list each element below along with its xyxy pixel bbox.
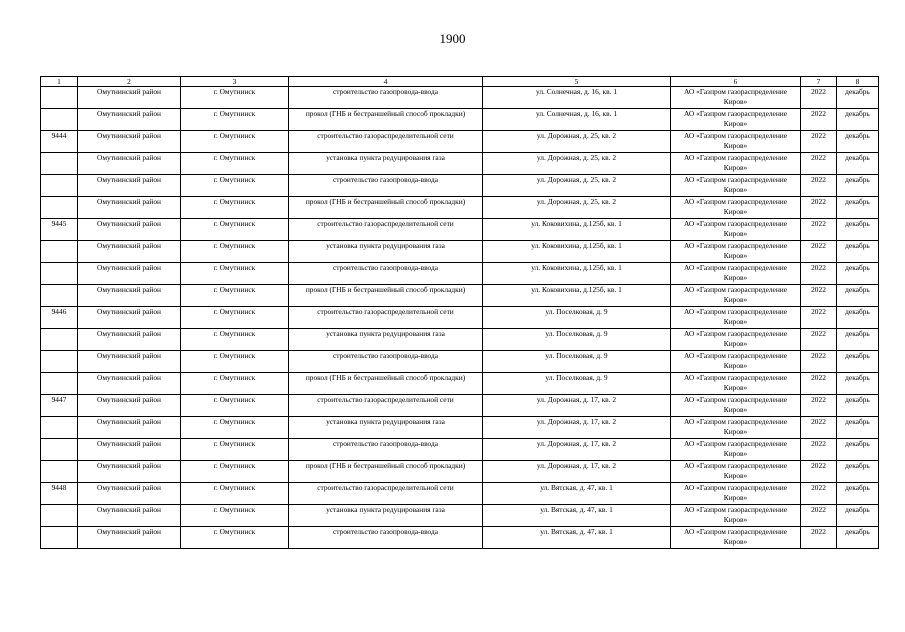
table-cell-col2: Омутнинский район: [78, 153, 181, 175]
table-cell-col8: декабрь: [837, 109, 879, 131]
table-cell-col6: АО «Газпром газораспределение Киров»: [671, 417, 801, 439]
table-cell-col2: Омутнинский район: [78, 109, 181, 131]
table-cell-col2: Омутнинский район: [78, 175, 181, 197]
table-cell-col6: АО «Газпром газораспределение Киров»: [671, 285, 801, 307]
table-cell-col2: Омутнинский район: [78, 87, 181, 109]
table-cell-col7: 2022: [801, 505, 837, 527]
table-cell-col3: г. Омутнинск: [181, 197, 289, 219]
table-cell-col5: ул. Солнечная, д. 16, кв. 1: [483, 109, 671, 131]
table-row: [41, 483, 879, 505]
table-cell-col3: г. Омутнинск: [181, 219, 289, 241]
table-cell-col7: 2022: [801, 527, 837, 549]
table-cell-col8: декабрь: [837, 241, 879, 263]
table-cell-col7: 2022: [801, 329, 837, 351]
table-cell-col3: г. Омутнинск: [181, 527, 289, 549]
table-cell-col5: ул. Дорожная, д. 25, кв. 2: [483, 153, 671, 175]
table-cell-col1: [41, 87, 78, 109]
table-cell-col7: 2022: [801, 175, 837, 197]
table-cell-col8: декабрь: [837, 461, 879, 483]
table-cell-col4: строительство газораспределительной сети: [289, 219, 483, 241]
table-cell-col8: декабрь: [837, 307, 879, 329]
table-cell-col2: Омутнинский район: [78, 351, 181, 373]
table-cell-col4: прокол (ГНБ и бестраншейный способ прокладки): [289, 373, 483, 395]
table-row: [41, 219, 879, 241]
table-cell-col3: г. Омутнинск: [181, 373, 289, 395]
table-cell-col8: декабрь: [837, 285, 879, 307]
table-row: [41, 87, 879, 109]
table-cell-col2: Омутнинский район: [78, 527, 181, 549]
table-cell-col3: г. Омутнинск: [181, 131, 289, 153]
table-cell-col2: Омутнинский район: [78, 395, 181, 417]
table-cell-col1: [41, 109, 78, 131]
table-cell-col6: АО «Газпром газораспределение Киров»: [671, 505, 801, 527]
table-cell-col6: АО «Газпром газораспределение Киров»: [671, 109, 801, 131]
table-cell-col4: прокол (ГНБ и бестраншейный способ прокладки): [289, 461, 483, 483]
table-cell-col6: АО «Газпром газораспределение Киров»: [671, 87, 801, 109]
table-cell-col5: ул. Коковихина, д.125б, кв. 1: [483, 241, 671, 263]
table-cell-col6: АО «Газпром газораспределение Киров»: [671, 263, 801, 285]
table-row: [41, 417, 879, 439]
table-cell-col8: декабрь: [837, 417, 879, 439]
table-cell-col3: г. Омутнинск: [181, 109, 289, 131]
table-cell-col5: ул. Дорожная, д. 17, кв. 2: [483, 439, 671, 461]
table-cell-col7: 2022: [801, 483, 837, 505]
table-cell-col5: ул. Дорожная, д. 17, кв. 2: [483, 461, 671, 483]
table-cell-col1: [41, 417, 78, 439]
table-cell-col3: г. Омутнинск: [181, 263, 289, 285]
table-row: [41, 527, 879, 549]
column-header-7: 7: [801, 77, 837, 87]
table-cell-col2: Омутнинский район: [78, 329, 181, 351]
table-cell-col5: ул. Вятская, д. 47, кв. 1: [483, 505, 671, 527]
table-cell-col1: [41, 351, 78, 373]
table-cell-col1: [41, 439, 78, 461]
table-cell-col2: Омутнинский район: [78, 285, 181, 307]
column-header-8: 8: [837, 77, 879, 87]
table-cell-col4: строительство газораспределительной сети: [289, 131, 483, 153]
table-cell-col3: г. Омутнинск: [181, 505, 289, 527]
table-cell-col2: Омутнинский район: [78, 461, 181, 483]
table-cell-col4: установка пункта редуцирования газа: [289, 153, 483, 175]
table-cell-col5: ул. Поселковая, д. 9: [483, 329, 671, 351]
column-header-2: 2: [78, 77, 181, 87]
table-cell-col4: установка пункта редуцирования газа: [289, 417, 483, 439]
table-cell-col6: АО «Газпром газораспределение Киров»: [671, 461, 801, 483]
table-row: [41, 175, 879, 197]
table-cell-col7: 2022: [801, 131, 837, 153]
table-cell-col7: 2022: [801, 439, 837, 461]
column-header-4: 4: [289, 77, 483, 87]
table-cell-col7: 2022: [801, 307, 837, 329]
column-header-1: 1: [41, 77, 78, 87]
table-cell-col1: [41, 505, 78, 527]
table-cell-col4: строительство газопровода-ввода: [289, 527, 483, 549]
table-cell-col8: декабрь: [837, 439, 879, 461]
table-row: [41, 351, 879, 373]
table-cell-col7: 2022: [801, 109, 837, 131]
table-cell-col1: 9448: [41, 483, 78, 505]
table-cell-col3: г. Омутнинск: [181, 417, 289, 439]
table-cell-col3: г. Омутнинск: [181, 483, 289, 505]
table-row: [41, 131, 879, 153]
table-row: [41, 153, 879, 175]
table-cell-col7: 2022: [801, 395, 837, 417]
table-cell-col8: декабрь: [837, 395, 879, 417]
table-row: [41, 373, 879, 395]
table-cell-col4: установка пункта редуцирования газа: [289, 241, 483, 263]
table-cell-col3: г. Омутнинск: [181, 153, 289, 175]
table-cell-col7: 2022: [801, 153, 837, 175]
table-cell-col1: [41, 263, 78, 285]
table-cell-col8: декабрь: [837, 87, 879, 109]
table-cell-col1: [41, 153, 78, 175]
table-cell-col6: АО «Газпром газораспределение Киров»: [671, 439, 801, 461]
table-cell-col4: прокол (ГНБ и бестраншейный способ прокладки): [289, 197, 483, 219]
table-cell-col8: декабрь: [837, 373, 879, 395]
table-cell-col8: декабрь: [837, 263, 879, 285]
table-cell-col6: АО «Газпром газораспределение Киров»: [671, 153, 801, 175]
table-cell-col1: [41, 373, 78, 395]
table-row: [41, 395, 879, 417]
table-cell-col3: г. Омутнинск: [181, 175, 289, 197]
table-cell-col4: строительство газораспределительной сети: [289, 395, 483, 417]
table-cell-col1: [41, 175, 78, 197]
table-cell-col5: ул. Дорожная, д. 25, кв. 2: [483, 131, 671, 153]
table-cell-col5: ул. Дорожная, д. 17, кв. 2: [483, 395, 671, 417]
table-cell-col6: АО «Газпром газораспределение Киров»: [671, 131, 801, 153]
table-cell-col5: ул. Поселковая, д. 9: [483, 373, 671, 395]
table-cell-col7: 2022: [801, 373, 837, 395]
table-cell-col7: 2022: [801, 461, 837, 483]
table-cell-col6: АО «Газпром газораспределение Киров»: [671, 329, 801, 351]
table-cell-col2: Омутнинский район: [78, 131, 181, 153]
table-cell-col2: Омутнинский район: [78, 219, 181, 241]
table-row: [41, 263, 879, 285]
table-cell-col7: 2022: [801, 87, 837, 109]
table-row: [41, 505, 879, 527]
table-cell-col3: г. Омутнинск: [181, 87, 289, 109]
table-cell-col7: 2022: [801, 241, 837, 263]
table-cell-col5: ул. Дорожная, д. 17, кв. 2: [483, 417, 671, 439]
table-cell-col5: ул. Коковихина, д.125б, кв. 1: [483, 263, 671, 285]
table-row: [41, 285, 879, 307]
table-cell-col2: Омутнинский район: [78, 483, 181, 505]
table-body: [41, 87, 879, 549]
table-cell-col8: декабрь: [837, 197, 879, 219]
table-row: [41, 329, 879, 351]
table-cell-col1: 9445: [41, 219, 78, 241]
table-cell-col5: ул. Вятская, д. 47, кв. 1: [483, 527, 671, 549]
table-cell-col4: строительство газопровода-ввода: [289, 87, 483, 109]
table-cell-col3: г. Омутнинск: [181, 395, 289, 417]
table-cell-col4: установка пункта редуцирования газа: [289, 329, 483, 351]
header-row: [41, 77, 879, 87]
table-row: [41, 241, 879, 263]
column-header-5: 5: [483, 77, 671, 87]
table-cell-col6: АО «Газпром газораспределение Киров»: [671, 395, 801, 417]
table-cell-col5: ул. Коковихина, д.125б, кв. 1: [483, 285, 671, 307]
table-cell-col3: г. Омутнинск: [181, 329, 289, 351]
table-row: [41, 307, 879, 329]
column-header-6: 6: [671, 77, 801, 87]
table-cell-col4: строительство газопровода-ввода: [289, 263, 483, 285]
table-cell-col5: ул. Поселковая, д. 9: [483, 307, 671, 329]
table-cell-col4: установка пункта редуцирования газа: [289, 505, 483, 527]
table-cell-col7: 2022: [801, 285, 837, 307]
table-cell-col2: Омутнинский район: [78, 417, 181, 439]
table-row: [41, 461, 879, 483]
column-header-3: 3: [181, 77, 289, 87]
table-cell-col2: Омутнинский район: [78, 439, 181, 461]
table-cell-col5: ул. Солнечная, д. 16, кв. 1: [483, 87, 671, 109]
table-cell-col4: строительство газопровода-ввода: [289, 175, 483, 197]
table-cell-col5: ул. Поселковая, д. 9: [483, 351, 671, 373]
table-row: [41, 197, 879, 219]
table-row: [41, 109, 879, 131]
table-cell-col4: прокол (ГНБ и бестраншейный способ прокладки): [289, 109, 483, 131]
table-cell-col5: ул. Вятская, д. 47, кв. 1: [483, 483, 671, 505]
table-cell-col4: строительство газопровода-ввода: [289, 439, 483, 461]
table-cell-col6: АО «Газпром газораспределение Киров»: [671, 175, 801, 197]
table-cell-col6: АО «Газпром газораспределение Киров»: [671, 197, 801, 219]
table-cell-col4: строительство газораспределительной сети: [289, 307, 483, 329]
table-cell-col8: декабрь: [837, 175, 879, 197]
table-cell-col2: Омутнинский район: [78, 307, 181, 329]
table-cell-col6: АО «Газпром газораспределение Киров»: [671, 483, 801, 505]
table-cell-col1: [41, 527, 78, 549]
table-cell-col3: г. Омутнинск: [181, 285, 289, 307]
table-cell-col1: 9446: [41, 307, 78, 329]
table-cell-col8: декабрь: [837, 131, 879, 153]
table-cell-col2: Омутнинский район: [78, 241, 181, 263]
table-cell-col4: строительство газопровода-ввода: [289, 351, 483, 373]
table-cell-col5: ул. Дорожная, д. 25, кв. 2: [483, 175, 671, 197]
page-number: 1900: [439, 31, 466, 46]
table-cell-col8: декабрь: [837, 329, 879, 351]
table-cell-col4: прокол (ГНБ и бестраншейный способ прокладки): [289, 285, 483, 307]
table-cell-col1: [41, 285, 78, 307]
table-cell-col6: АО «Газпром газораспределение Киров»: [671, 219, 801, 241]
table-cell-col2: Омутнинский район: [78, 505, 181, 527]
table-cell-col8: декабрь: [837, 483, 879, 505]
table-cell-col2: Омутнинский район: [78, 263, 181, 285]
table-cell-col7: 2022: [801, 197, 837, 219]
table-cell-col1: [41, 329, 78, 351]
table-cell-col2: Омутнинский район: [78, 373, 181, 395]
table-cell-col7: 2022: [801, 263, 837, 285]
table-cell-col8: декабрь: [837, 153, 879, 175]
table-cell-col3: г. Омутнинск: [181, 351, 289, 373]
table-cell-col4: строительство газораспределительной сети: [289, 483, 483, 505]
table-cell-col6: АО «Газпром газораспределение Киров»: [671, 241, 801, 263]
table-cell-col7: 2022: [801, 351, 837, 373]
table-cell-col8: декабрь: [837, 505, 879, 527]
table-cell-col3: г. Омутнинск: [181, 461, 289, 483]
table-cell-col6: АО «Газпром газораспределение Киров»: [671, 307, 801, 329]
table-cell-col3: г. Омутнинск: [181, 439, 289, 461]
table-cell-col6: АО «Газпром газораспределение Киров»: [671, 351, 801, 373]
table-cell-col6: АО «Газпром газораспределение Киров»: [671, 527, 801, 549]
table-cell-col1: [41, 461, 78, 483]
table-cell-col3: г. Омутнинск: [181, 307, 289, 329]
table-cell-col8: декабрь: [837, 527, 879, 549]
table-cell-col1: [41, 241, 78, 263]
table-cell-col2: Омутнинский район: [78, 197, 181, 219]
table-cell-col1: 9444: [41, 131, 78, 153]
gasification-table: [40, 76, 879, 549]
table-cell-col7: 2022: [801, 417, 837, 439]
table-cell-col8: декабрь: [837, 219, 879, 241]
table-cell-col1: [41, 197, 78, 219]
table-cell-col1: 9447: [41, 395, 78, 417]
table-cell-col7: 2022: [801, 219, 837, 241]
table-cell-col6: АО «Газпром газораспределение Киров»: [671, 373, 801, 395]
table-cell-col3: г. Омутнинск: [181, 241, 289, 263]
table-cell-col5: ул. Коковихина, д.125б, кв. 1: [483, 219, 671, 241]
table-row: [41, 439, 879, 461]
table-cell-col5: ул. Дорожная, д. 25, кв. 2: [483, 197, 671, 219]
table-cell-col8: декабрь: [837, 351, 879, 373]
